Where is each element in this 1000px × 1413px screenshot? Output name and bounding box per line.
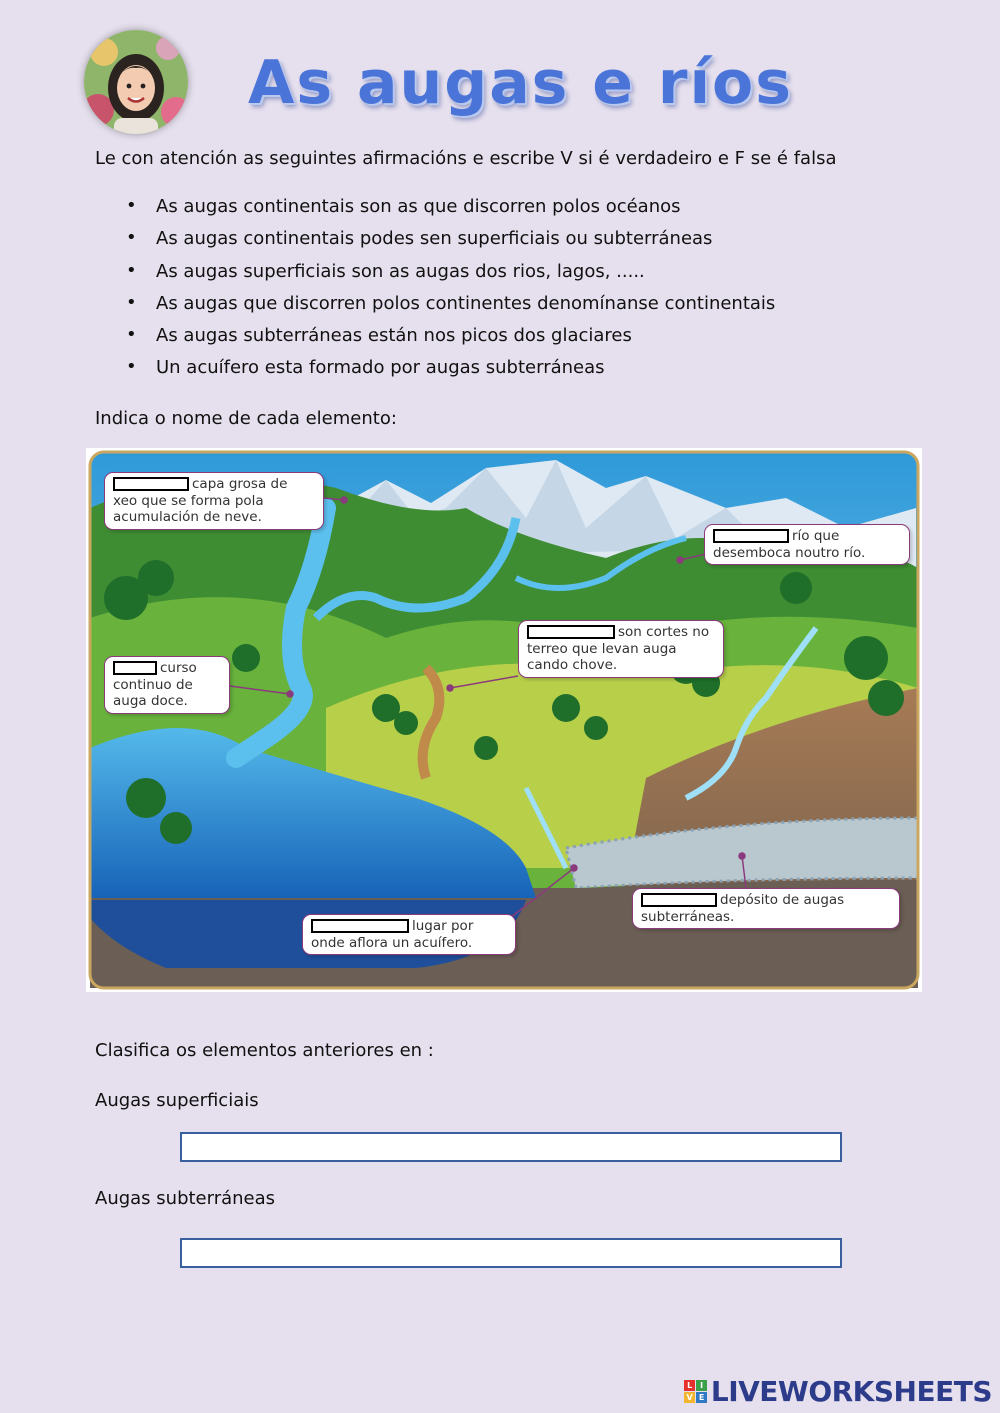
answer-blank-river[interactable] (113, 661, 157, 675)
callout-tributary (704, 524, 910, 565)
statement-item: • As augas que discorren polos continentes denomínanse continentais (118, 293, 775, 325)
true-false-instructions: Le con atención as seguintes afirmacións e escribe V si é verdadeiro e F se é falsa (95, 148, 837, 169)
classify-instructions: Clasifica os elementos anteriores en : (95, 1040, 434, 1061)
callout-spring-text: lugar por onde aflora un acuífero. (311, 918, 474, 951)
callout-aquifer (632, 888, 900, 929)
callout-river-text: curso continuo de auga doce. (113, 660, 197, 709)
statement-item: • As augas subterráneas están nos picos dos glaciares (118, 325, 775, 357)
answer-blank-spring[interactable] (311, 919, 409, 933)
name-elements-instructions: Indica o nome de cada elemento: (95, 408, 397, 429)
statement-list (118, 196, 775, 390)
page-title: As augas e ríos (248, 48, 793, 118)
liveworksheets-logo-icon: L I V E (684, 1380, 707, 1403)
statement-item: • As augas superficiais son as augas dos rios, lagos, ..... (118, 261, 775, 293)
callout-glacier-text: capa grosa de xeo que se forma pola acumulación de neve. (113, 476, 288, 525)
callout-ravine-text: son cortes no terreo que levan auga cando chove. (527, 624, 710, 673)
surface-waters-answer-field[interactable] (180, 1132, 842, 1162)
answer-blank-aquifer[interactable] (641, 893, 717, 907)
callout-ravine (518, 620, 724, 678)
answer-blank-tributary[interactable] (713, 529, 789, 543)
statement-item: • Un acuífero esta formado por augas subterráneas (118, 357, 775, 389)
answer-blank-ravine[interactable] (527, 625, 615, 639)
statement-item: • As augas continentais son as que discorren polos océanos (118, 196, 775, 228)
underground-waters-label: Augas subterráneas (95, 1188, 276, 1209)
statement-item: • As augas continentais podes sen superficiais ou subterráneas (118, 228, 775, 260)
callout-glacier (104, 472, 324, 530)
answer-blank-glacier[interactable] (113, 477, 189, 491)
brand-name: LIVEWORKSHEETS (710, 1375, 992, 1408)
liveworksheets-brand (684, 1375, 992, 1408)
callout-river (104, 656, 230, 714)
callout-aquifer-text: depósito de augas subterráneas. (641, 892, 845, 925)
avatar-illustration (84, 30, 188, 134)
avatar (84, 30, 188, 134)
underground-waters-answer-field[interactable] (180, 1238, 842, 1268)
water-landscape-diagram (86, 448, 922, 992)
surface-waters-label: Augas superficiais (95, 1090, 259, 1111)
callout-spring (302, 914, 516, 955)
callout-tributary-text: río que desemboca noutro río. (713, 528, 866, 561)
